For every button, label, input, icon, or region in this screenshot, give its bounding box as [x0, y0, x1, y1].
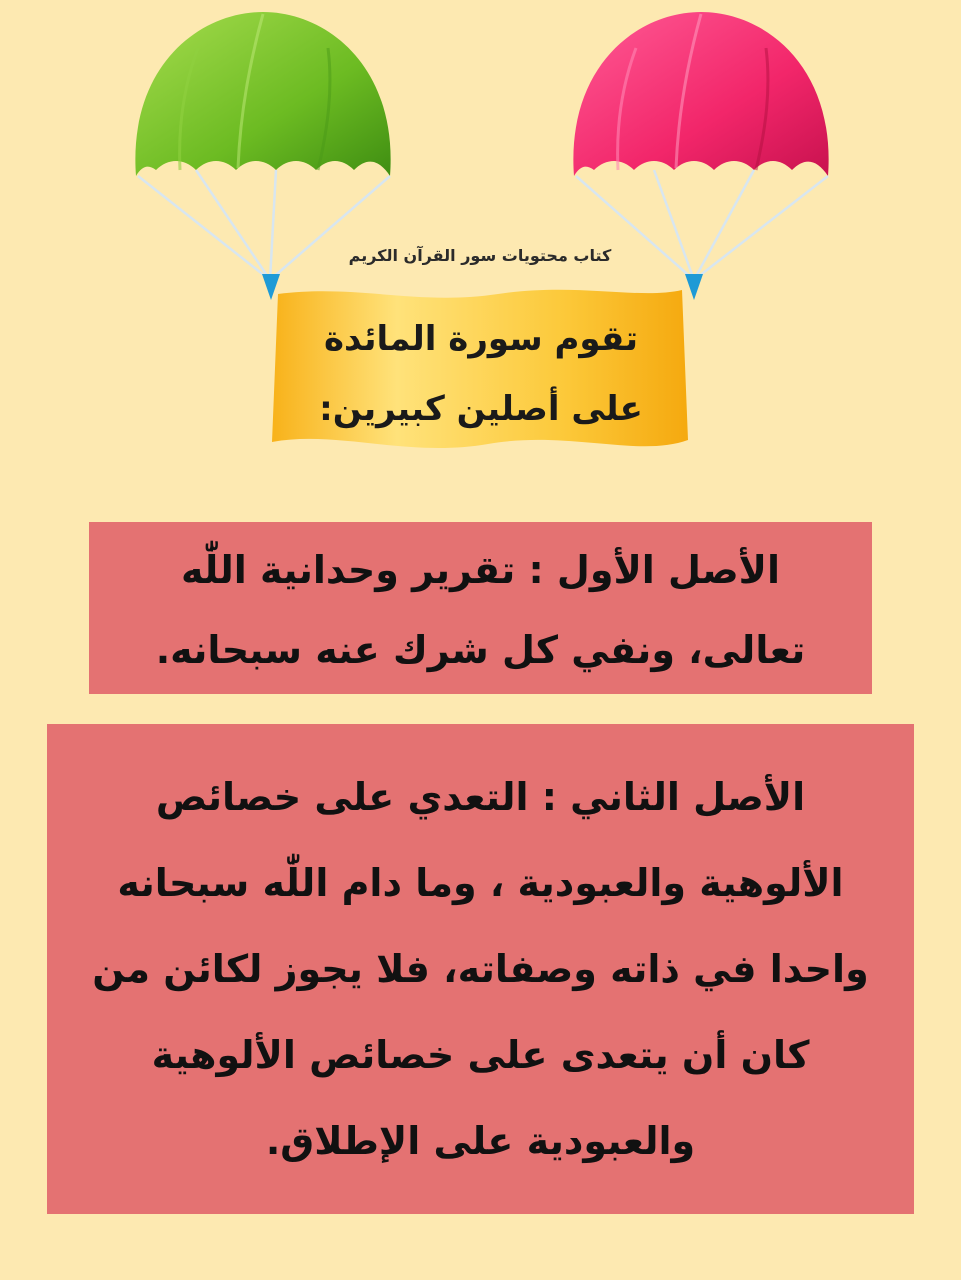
second-principle-box: [47, 724, 914, 1214]
first-principle-text: الأصل الأول : تقرير وحدانية اللّٰه تعالى، ونفي كل شرك عنه سبحانه.: [155, 548, 806, 672]
book-caption: كتاب محتويات سور القرآن الكريم: [348, 246, 612, 265]
second-principle-text: الأصل الثاني : التعدي على خصائص الألوهية والعبودية ، وما دام اللّٰه سبحانه واحدا في ذاته وصفاته، فلا يجوز لكائن من كان أن يتعدى على خصائص الألوهية والعبودية على الإطلاق.: [92, 775, 869, 1163]
banner-line-1: تقوم سورة المائدة: [323, 319, 638, 359]
title-banner: [268, 280, 694, 458]
first-principle-box: [89, 522, 872, 694]
banner-title: [268, 304, 694, 444]
banner-line-2: على أصلين كبيرين:: [319, 389, 643, 429]
